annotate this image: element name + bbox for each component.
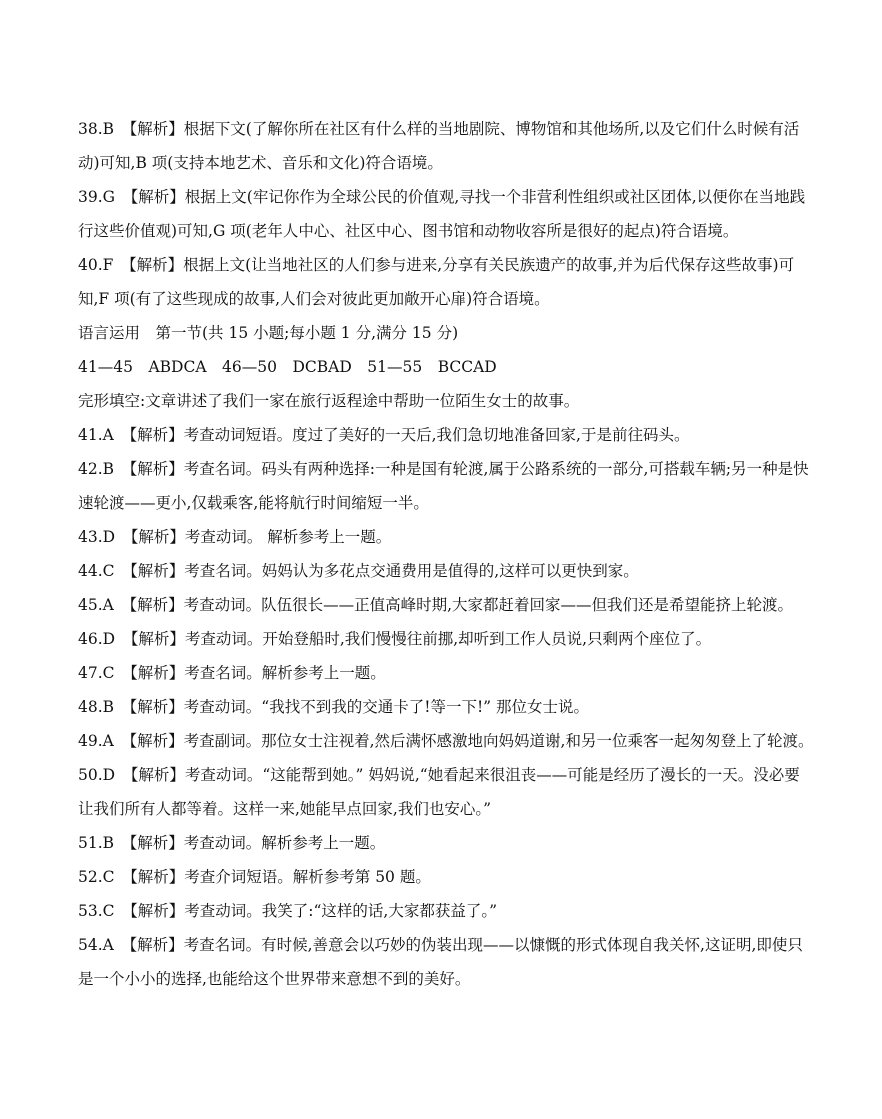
text-line: 语言运用 第一节(共 15 小题;每小题 1 分,满分 15 分) xyxy=(78,324,459,342)
text-line: 42.B 【解析】考查名词。码头有两种选择:一种是国有轮渡,属于公路系统的一部分,可搭载车辆;另一种是快 xyxy=(78,460,809,478)
text-line: 53.C 【解析】考查动词。我笑了:“这样的话,大家都获益了。” xyxy=(78,902,498,920)
text-line: 41—45 ABDCA 46—50 DCBAD 51—55 BCCAD xyxy=(78,358,497,376)
text-line: 54.A 【解析】考查名词。有时候,善意会以巧妙的伪装出现——以慷慨的形式体现自我关怀,这证明,即使只 xyxy=(78,936,803,954)
text-line: 46.D 【解析】考查动词。开始登船时,我们慢慢往前挪,却听到工作人员说,只剩两个座位了。 xyxy=(78,630,712,648)
answer-40 xyxy=(78,248,813,316)
text-line: 行这些价值观)可知,G 项(老年人中心、社区中心、图书馆和动物收容所是很好的起点)符合语境。 xyxy=(78,222,739,240)
text-line: 52.C 【解析】考查介词短语。解析参考第 50 题。 xyxy=(78,868,431,886)
answer-45 xyxy=(78,588,813,622)
text-line: 44.C 【解析】考查名词。妈妈认为多花点交通费用是值得的,这样可以更快到家。 xyxy=(78,562,639,580)
answer-54 xyxy=(78,928,813,996)
text-line: 39.G 【解析】根据上文(牢记你作为全球公民的价值观,寻找一个非营利性组织或社区团体,以便你在当地践 xyxy=(78,188,806,206)
text-line: 让我们所有人都等着。这样一来,她能早点回家,我们也安心。” xyxy=(78,800,492,818)
answer-52 xyxy=(78,860,813,894)
text-line: 41.A 【解析】考查动词短语。度过了美好的一天后,我们急切地准备回家,于是前往码头。 xyxy=(78,426,690,444)
text-line: 43.D 【解析】考查动词。 解析参考上一题。 xyxy=(78,528,392,546)
answer-50 xyxy=(78,758,813,826)
answer-42 xyxy=(78,452,813,520)
text-line: 完形填空:文章讲述了我们一家在旅行返程途中帮助一位陌生女士的故事。 xyxy=(78,392,580,410)
text-line: 49.A 【解析】考查副词。那位女士注视着,然后满怀感激地向妈妈道谢,和另一位乘客一起匆匆登上了轮渡。 xyxy=(78,732,814,750)
text-line: 47.C 【解析】考查名词。解析参考上一题。 xyxy=(78,664,386,682)
answer-46 xyxy=(78,622,813,656)
text-line: 51.B 【解析】考查动词。解析参考上一题。 xyxy=(78,834,386,852)
answer-44 xyxy=(78,554,813,588)
text-line: 速轮渡——更小,仅载乘客,能将航行时间缩短一半。 xyxy=(78,494,429,512)
answer-49 xyxy=(78,724,813,758)
answer-43 xyxy=(78,520,813,554)
answer-47 xyxy=(78,656,813,690)
answer-38 xyxy=(78,112,813,180)
text-line: 是一个小小的选择,也能给这个世界带来意想不到的美好。 xyxy=(78,970,471,988)
answer-41 xyxy=(78,418,813,452)
document-page xyxy=(78,112,813,996)
text-line: 动)可知,B 项(支持本地艺术、音乐和文化)符合语境。 xyxy=(78,154,443,172)
text-line: 知,F 项(有了这些现成的故事,人们会对彼此更加敞开心扉)符合语境。 xyxy=(78,290,550,308)
answer-key-summary xyxy=(78,350,813,384)
text-line: 50.D 【解析】考查动词。“这能帮到她。” 妈妈说,“她看起来很沮丧——可能是经历了漫长的一天。没必要 xyxy=(78,766,800,784)
text-line: 48.B 【解析】考查动词。“我找不到我的交通卡了!等一下!” 那位女士说。 xyxy=(78,698,590,716)
answer-48 xyxy=(78,690,813,724)
answer-53 xyxy=(78,894,813,928)
cloze-intro xyxy=(78,384,813,418)
text-line: 45.A 【解析】考查动词。队伍很长——正值高峰时期,大家都赶着回家——但我们还是希望能挤上轮渡。 xyxy=(78,596,794,614)
section-heading xyxy=(78,316,813,350)
text-line: 38.B 【解析】根据下文(了解你所在社区有什么样的当地剧院、博物馆和其他场所,以及它们什么时候有活 xyxy=(78,120,800,138)
answer-39 xyxy=(78,180,813,248)
answer-51 xyxy=(78,826,813,860)
text-line: 40.F 【解析】根据上文(让当地社区的人们参与进来,分享有关民族遗产的故事,并为后代保存这些故事)可 xyxy=(78,256,795,274)
